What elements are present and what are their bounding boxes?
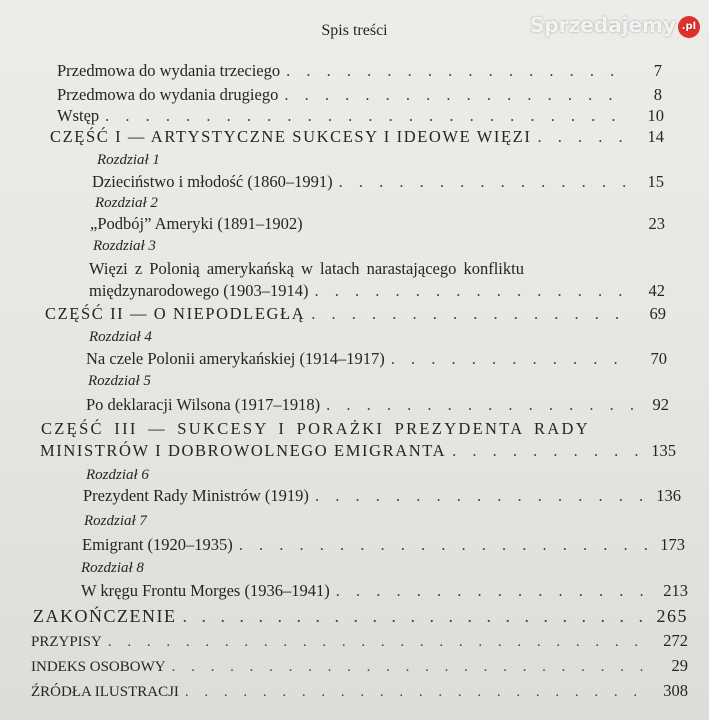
page-number: 23 — [648, 214, 665, 233]
page-number: 272 — [663, 631, 688, 650]
page-number: 308 — [663, 681, 688, 700]
watermark-badge: .pl — [678, 16, 700, 38]
chapter-label: Rozdział 3 — [93, 238, 156, 254]
entry-title: Wstęp — [57, 106, 100, 125]
dot-leader — [452, 441, 640, 461]
entry-title: INDEKS OSOBOWY — [31, 659, 166, 675]
page-title: Spis treści — [321, 22, 388, 39]
dot-leader — [326, 395, 633, 415]
toc-part — [40, 441, 676, 461]
page-number: 14 — [647, 127, 664, 146]
dot-leader — [172, 657, 652, 677]
toc-entry — [31, 681, 688, 701]
page-number: 173 — [660, 535, 685, 554]
entry-title: Emigrant (1920–1935) — [82, 535, 233, 554]
dot-leader — [182, 605, 650, 627]
entry-title: międzynarodowego (1903–1914) — [89, 281, 309, 300]
entry-title: CZĘŚĆ II — O NIEPODLEGŁĄ — [45, 304, 306, 323]
entry-title: Przedmowa do wydania trzeciego — [57, 61, 281, 80]
entry-title: PRZYPISY — [31, 634, 102, 650]
toc-entry — [33, 605, 688, 627]
chapter-label: Rozdział 2 — [95, 195, 158, 211]
page-number: 213 — [663, 581, 688, 600]
chapter-label: Rozdział 1 — [97, 152, 160, 168]
page-number: 8 — [653, 85, 662, 104]
dot-leader — [391, 349, 631, 369]
toc-entry — [83, 486, 681, 506]
chapter-label: Rozdział 5 — [88, 373, 151, 389]
chapter-label: Rozdział 8 — [81, 560, 144, 576]
dot-leader — [336, 581, 652, 601]
toc-entry — [92, 172, 664, 192]
page-number: 70 — [650, 349, 667, 368]
dot-leader — [537, 127, 628, 147]
page-number: 92 — [652, 395, 669, 414]
dot-leader — [339, 172, 628, 192]
entry-title: MINISTRÓW I DOBROWOLNEGO EMIGRANTA — [40, 441, 447, 460]
page-number: 42 — [648, 281, 665, 300]
page-number: 10 — [647, 106, 664, 125]
dot-leader — [105, 106, 628, 126]
toc-entry — [89, 281, 665, 301]
entry-title: W kręgu Frontu Morges (1936–1941) — [81, 581, 330, 600]
entry-title-line: Więzi z Polonią amerykańską w latach narastającego konfliktu — [89, 259, 524, 278]
part-title-line: CZĘŚĆ III — SUKCESY I PORAŻKI PREZYDENTA RADY — [41, 419, 590, 438]
page-number: 265 — [656, 606, 688, 626]
entry-title: Na czele Polonii amerykańskiej (1914–1917) — [86, 349, 385, 368]
dot-leader — [284, 85, 626, 105]
page-number: 135 — [651, 441, 676, 460]
toc-entry — [57, 106, 664, 126]
entry-title: Przedmowa do wydania drugiego — [57, 85, 279, 104]
toc-entry — [57, 85, 662, 105]
chapter-label: Rozdział 6 — [86, 467, 149, 483]
page-number: 69 — [649, 304, 666, 323]
toc-entry — [90, 214, 665, 234]
page-number: 7 — [653, 61, 662, 80]
dot-leader — [185, 682, 652, 702]
dot-leader — [286, 61, 626, 81]
page-number: 15 — [647, 172, 664, 191]
toc-entry — [86, 395, 669, 415]
toc-entry — [57, 61, 662, 81]
entry-title: „Podbój” Ameryki (1891–1902) — [90, 214, 303, 233]
toc-entry — [31, 631, 688, 651]
entry-title: Po deklaracji Wilsona (1917–1918) — [86, 395, 321, 414]
entry-title: Dzieciństwo i młodość (1860–1991) — [92, 172, 333, 191]
chapter-label: Rozdział 7 — [84, 513, 147, 529]
toc-part — [50, 127, 664, 147]
dot-leader — [108, 632, 652, 652]
dot-leader — [315, 486, 645, 506]
toc-entry — [82, 535, 685, 555]
entry-title: ŹRÓDŁA ILUSTRACJI — [31, 684, 179, 700]
toc-entry — [31, 656, 688, 676]
chapter-label: Rozdział 4 — [89, 329, 152, 345]
entry-title: ZAKOŃCZENIE — [33, 606, 177, 626]
entry-title: CZĘŚĆ I — ARTYSTYCZNE SUKCESY I IDEOWE WIĘZI — [50, 127, 532, 146]
dot-leader — [311, 304, 630, 324]
watermark-logo — [530, 12, 700, 38]
toc-entry — [81, 581, 688, 601]
dot-leader — [239, 535, 649, 555]
page-number: 136 — [656, 486, 681, 505]
dot-leader — [315, 281, 630, 301]
entry-title: Prezydent Rady Ministrów (1919) — [83, 486, 309, 505]
watermark-text: Sprzedajemy — [530, 13, 676, 37]
page-number: 29 — [671, 656, 688, 675]
toc-entry — [86, 349, 667, 369]
toc-part — [45, 304, 666, 324]
